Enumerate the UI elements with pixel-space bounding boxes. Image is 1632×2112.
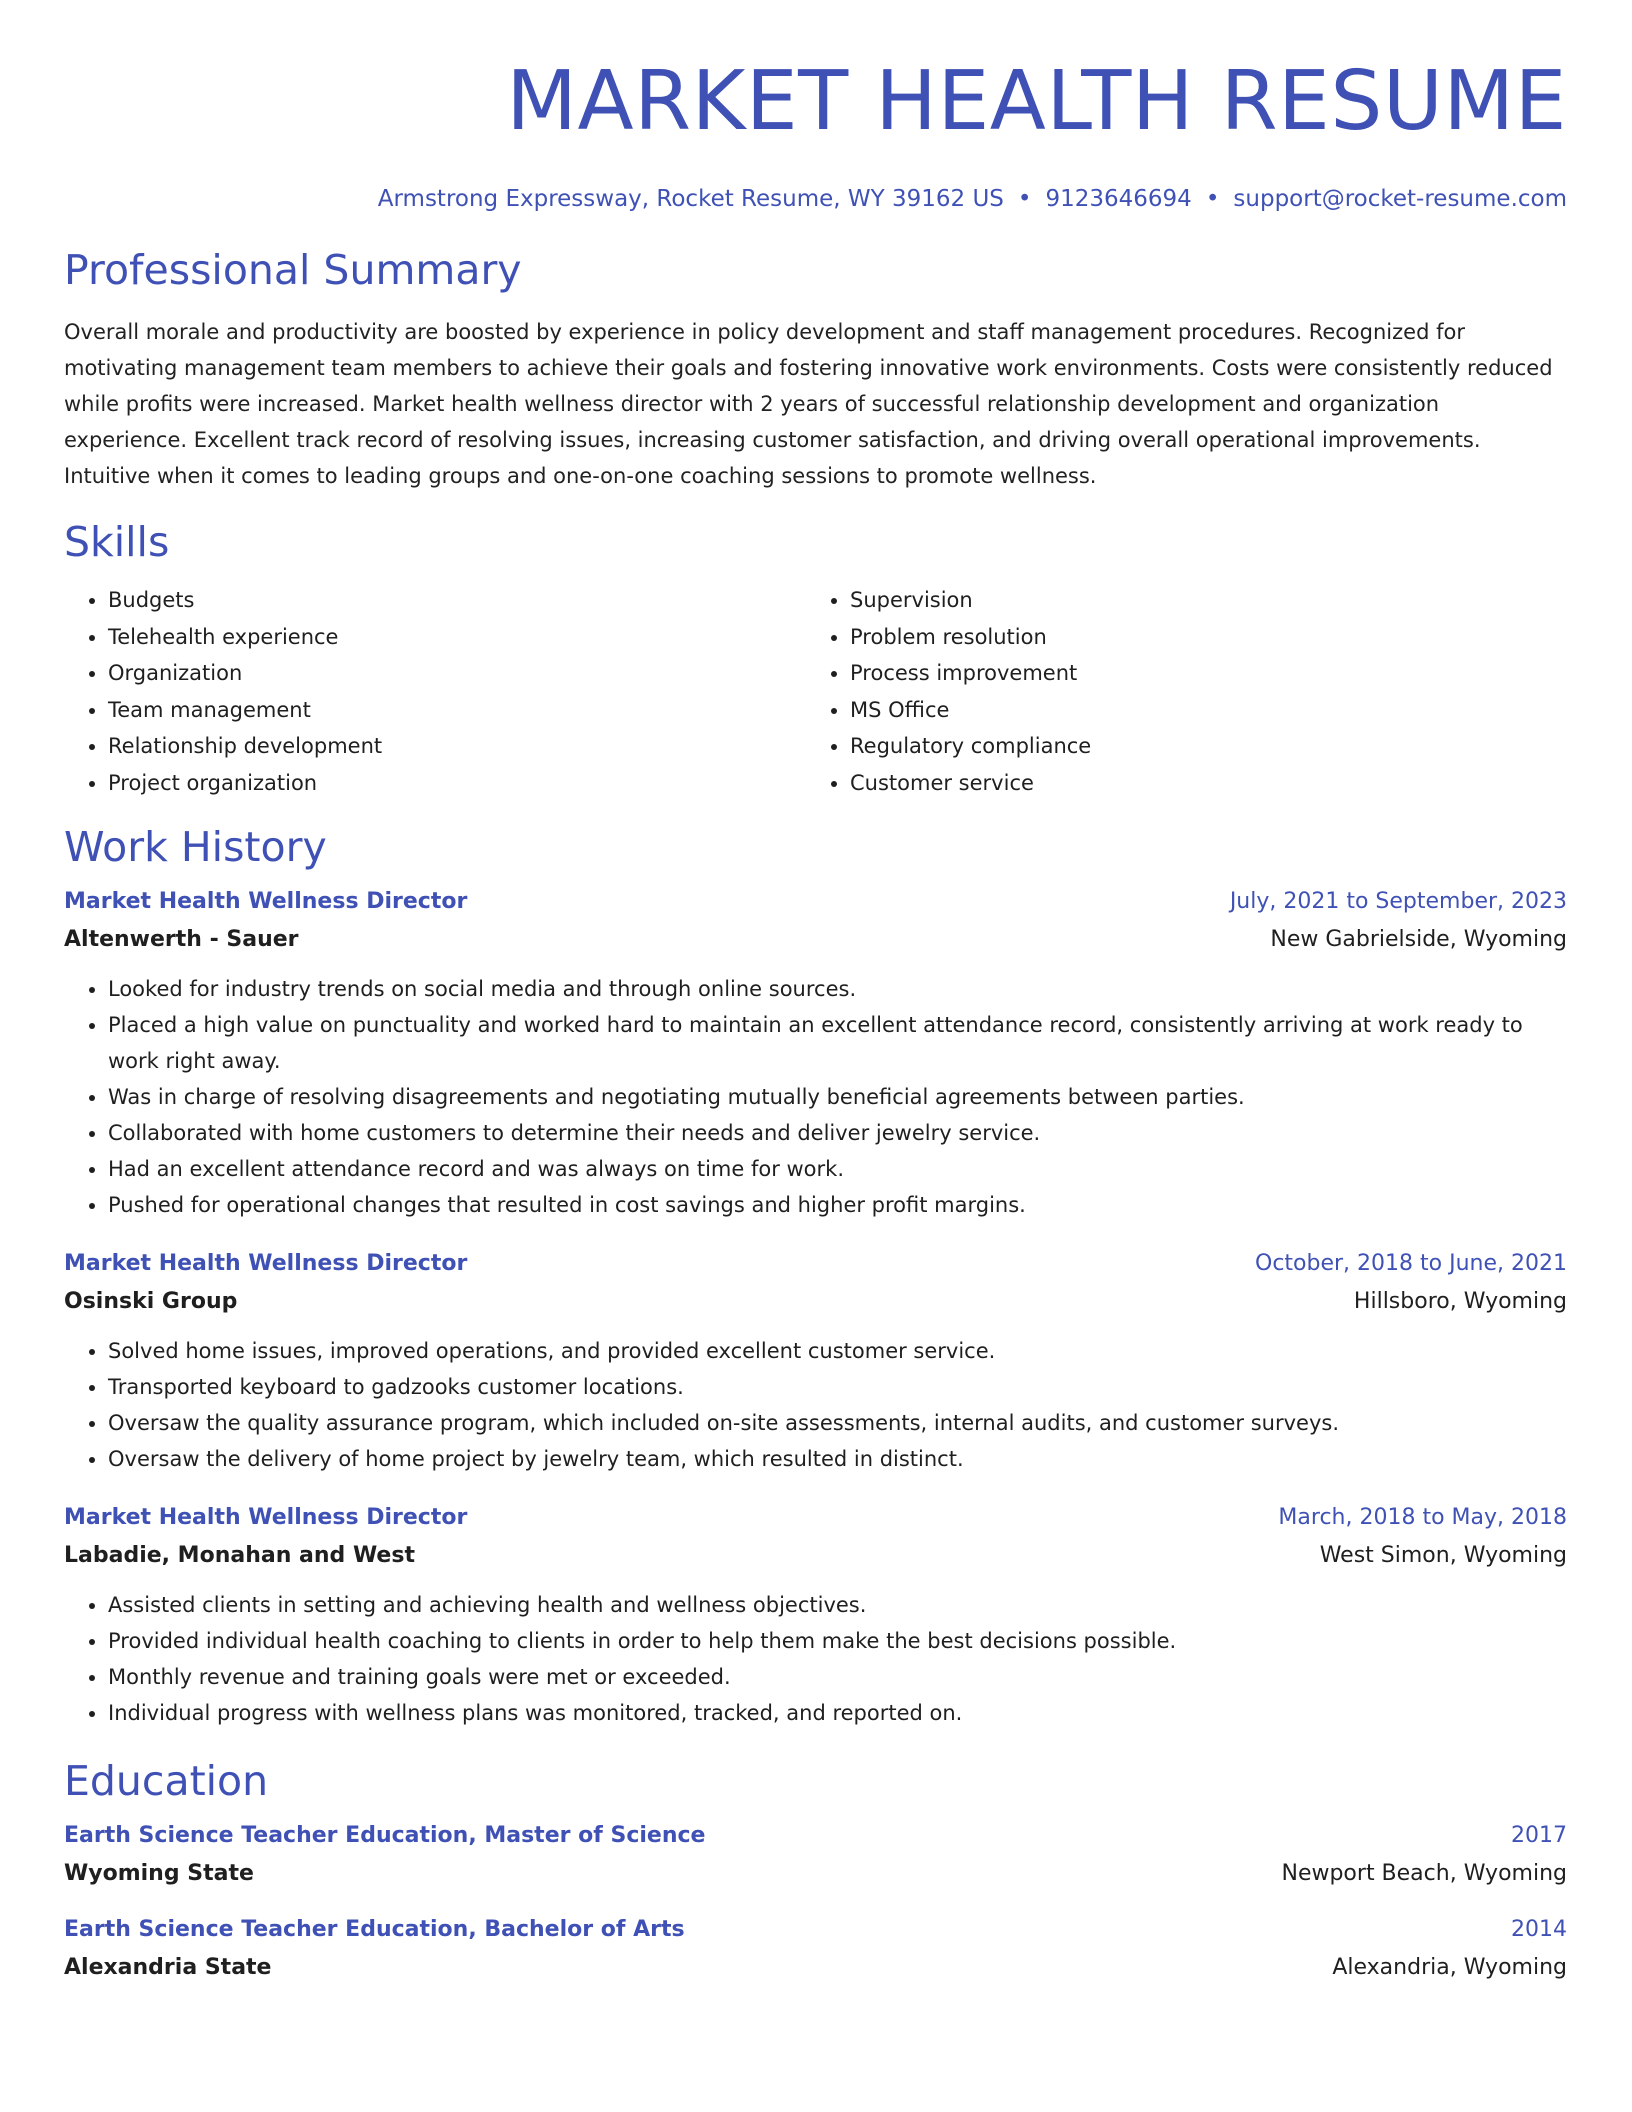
skill-item: • Problem resolution — [850, 619, 1548, 656]
resume-name: MARKET HEALTH RESUME — [506, 54, 1567, 149]
job-company-row — [64, 1541, 1567, 1571]
job-dates: July, 2021 to September, 2023 — [1229, 889, 1567, 914]
job-bullet: • Collaborated with home customers to determine their needs and deliver jewelry service. — [108, 1115, 1567, 1151]
contact-phone: 9123646694 — [1045, 186, 1192, 212]
skill-item: • Telehealth experience — [108, 619, 806, 656]
education-entry — [64, 1821, 1567, 1889]
skill-item: • Supervision — [850, 582, 1548, 619]
job-bullet: • Individual progress with wellness plans was monitored, tracked, and reported on. — [108, 1695, 1567, 1731]
work-history-heading: Work History — [64, 823, 327, 871]
job-bullet: • Assisted clients in setting and achieving health and wellness objectives. — [108, 1587, 1567, 1623]
contact-separator: • — [1205, 186, 1220, 212]
job-bullet: • Transported keyboard to gadzooks customer locations. — [108, 1369, 1567, 1405]
resume-page — [64, 0, 1567, 1983]
education-year: 2017 — [1511, 1823, 1567, 1848]
job-bullet: • Looked for industry trends on social media and through online sources. — [108, 971, 1567, 1007]
skill-item: • Process improvement — [850, 655, 1548, 692]
education-school: Wyoming State — [64, 1861, 254, 1886]
education-school-row — [64, 1953, 1567, 1983]
education-year: 2014 — [1511, 1917, 1567, 1942]
job-location: Hillsboro, Wyoming — [1353, 1289, 1567, 1314]
skill-item: • Organization — [108, 655, 806, 692]
contact-address: Armstrong Expressway, Rocket Resume, WY 39162 US — [377, 186, 1004, 212]
job-bullet: • Oversaw the quality assurance program, which included on-site assessments, internal audits, and customer surveys. — [108, 1405, 1567, 1441]
skill-item: • MS Office — [850, 692, 1548, 729]
contact-separator: • — [1017, 186, 1032, 212]
job-role: Market Health Wellness Director — [64, 889, 468, 914]
job-entry — [64, 1249, 1567, 1477]
job-header — [64, 887, 1567, 917]
job-bullets — [64, 1587, 1567, 1731]
education-school: Alexandria State — [64, 1955, 272, 1980]
job-location: West Simon, Wyoming — [1319, 1543, 1567, 1568]
education-header — [64, 1915, 1567, 1945]
job-bullet: • Placed a high value on punctuality and worked hard to maintain an excellent attendance record, consistently arriving at work ready to work right away. — [108, 1007, 1567, 1079]
education-school-row — [64, 1859, 1567, 1889]
job-bullets — [64, 1333, 1567, 1477]
education-location: Alexandria, Wyoming — [1332, 1955, 1567, 1980]
skills-list — [64, 582, 1567, 801]
contact-email: support@rocket-resume.com — [1233, 186, 1567, 212]
skill-item: • Relationship development — [108, 728, 806, 765]
job-bullet: • Solved home issues, improved operations, and provided excellent customer service. — [108, 1333, 1567, 1369]
job-role: Market Health Wellness Director — [64, 1505, 468, 1530]
job-bullet: • Pushed for operational changes that resulted in cost savings and higher profit margins. — [108, 1187, 1567, 1223]
job-company-row — [64, 1287, 1567, 1317]
job-entry — [64, 887, 1567, 1223]
job-header — [64, 1503, 1567, 1533]
skill-item: • Project organization — [108, 765, 806, 802]
education-location: Newport Beach, Wyoming — [1281, 1861, 1567, 1886]
education-heading: Education — [64, 1757, 269, 1805]
skills-column-right — [806, 582, 1548, 801]
job-company-row — [64, 925, 1567, 955]
summary-heading: Professional Summary — [64, 246, 522, 294]
job-bullet: • Was in charge of resolving disagreements and negotiating mutually beneficial agreements between parties. — [108, 1079, 1567, 1115]
job-location: New Gabrielside, Wyoming — [1270, 927, 1567, 952]
skills-column-left — [64, 582, 806, 801]
job-entry — [64, 1503, 1567, 1731]
job-bullets — [64, 971, 1567, 1223]
education-degree: Earth Science Teacher Education, Master of Science — [64, 1823, 706, 1848]
skill-item: • Customer service — [850, 765, 1548, 802]
job-role: Market Health Wellness Director — [64, 1251, 468, 1276]
job-dates: March, 2018 to May, 2018 — [1278, 1505, 1567, 1530]
skill-item: • Budgets — [108, 582, 806, 619]
resume-header — [64, 0, 1567, 214]
job-bullet: • Had an excellent attendance record and was always on time for work. — [108, 1151, 1567, 1187]
summary-text: Overall morale and productivity are boosted by experience in policy development and staff management procedures. Recognized for motivating management team members to achieve their goals and fostering innovative work environments. Costs were consistently reduced while profits were increased. Market health wellness director with 2 years of successful relationship development and organization experience. Excellent track record of resolving issues, increasing customer satisfaction, and driving overall operational improvements. Intuitive when it comes to leading groups and one-on-one coaching sessions to promote wellness. — [64, 320, 1553, 488]
skill-item: • Team management — [108, 692, 806, 729]
job-header — [64, 1249, 1567, 1279]
job-company: Osinski Group — [64, 1289, 238, 1314]
job-bullet: • Oversaw the delivery of home project by jewelry team, which resulted in distinct. — [108, 1441, 1567, 1477]
education-header — [64, 1821, 1567, 1851]
job-bullet: • Monthly revenue and training goals were met or exceeded. — [108, 1659, 1567, 1695]
job-company: Labadie, Monahan and West — [64, 1543, 415, 1568]
education-entry — [64, 1915, 1567, 1983]
job-bullet: • Provided individual health coaching to clients in order to help them make the best decisions possible. — [108, 1623, 1567, 1659]
skills-heading: Skills — [64, 518, 170, 566]
contact-line — [64, 184, 1567, 214]
education-degree: Earth Science Teacher Education, Bachelor of Arts — [64, 1917, 685, 1942]
skill-item: • Regulatory compliance — [850, 728, 1548, 765]
job-dates: October, 2018 to June, 2021 — [1255, 1251, 1567, 1276]
job-company: Altenwerth - Sauer — [64, 927, 299, 952]
